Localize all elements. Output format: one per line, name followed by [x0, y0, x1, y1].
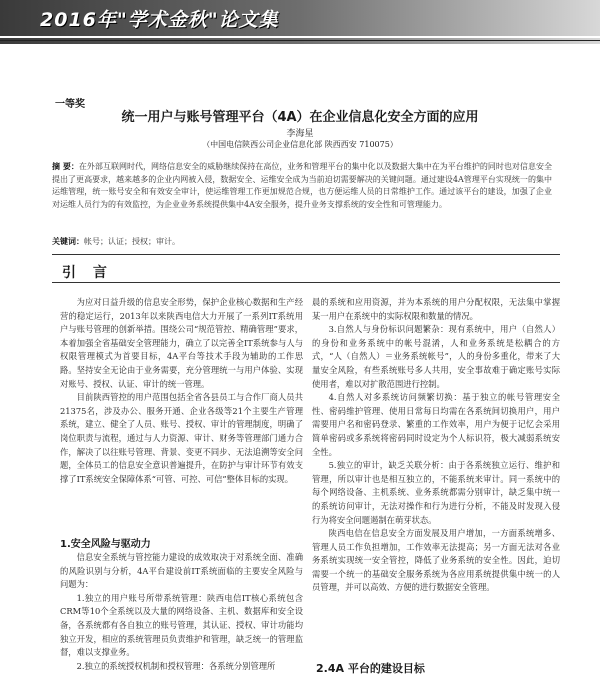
banner-divider: [0, 36, 600, 38]
paragraph: 2.独立的系统授权机制和授权管理：各系统分别管理所: [76, 660, 276, 671]
abstract-label: 摘 要：: [52, 161, 79, 171]
section-divider: [52, 254, 560, 255]
award-label: 一等奖: [55, 99, 85, 110]
keywords-text: 帐号；认证；授权；审计。: [84, 237, 180, 246]
author-name: 李海星: [286, 129, 314, 139]
intro-right-column: [312, 296, 560, 595]
paragraph: 为应对日益升级的信息安全形势，保护企业核心数据和生产经营的稳定运行，2013年以来陕西电信大力开展了一系列IT系统用户与账号管理的创新举措。围绕公司“规范管控、精确管理”要求，本着加强全省基础安全管理能力，确立了以完善全IT系统参与人与权限管理模式为首要目标，4A平台等技术手段为辅助的工作思路。坚持安全无论由于业务需要，充分管理统一与用户体验、实现对账号、授权、认证、审计的统一管理。: [60, 297, 303, 389]
paragraph: 信息安全系统与管控能力建设的成效取决于对系统全面、准确的风险识别与分析，4A平台建设前IT系统面临的主要安全风险与问题为：: [60, 552, 303, 590]
author-affiliation: （中国电信陕西公司企业信息化部 陕西西安 710075）: [202, 140, 398, 149]
paragraph: 晨的系统和应用资源，并为本系统的用户分配权限，无法集中掌握某一用户在系统中的实际权限和数量的情况。: [312, 297, 560, 321]
intro-left-column: [60, 296, 303, 486]
abstract: [52, 160, 552, 211]
paper-title: 统一用户与账号管理平台（4A）在企业信息化安全方面的应用: [121, 110, 479, 125]
paragraph: 1.独立的用户账号所带系统管理：陕西电信IT核心系统包含CRM等10个全系统以及大量的网络设备、主机、数据库和安全设备，各系统都有各自独立的账号管理，其认证、授权、审计功能均独立开发，相应的系统管理员负责维护和管理，缺乏统一的管理监督，难以支撑业务。: [60, 592, 303, 658]
intro-heading: 引 言: [62, 265, 113, 281]
banner-divider-thin: [0, 40, 600, 41]
section-heading-2: 2.4A 平台的建设目标: [316, 662, 425, 675]
paragraph: 目前陕西管控的用户范围包括全省各县员工与合作厂商人员共21375名，涉及办公、服务开通、企业各级等21个主要生产管理系统，建立、健全了人员、账号、授权、审计的管理制度，明确了岗位职责与流程，通过与人力资源、审计、财务等管理部门通力合作，解决了以往账号管理、背景、变更不同步、无法追溯等安全问题，全体员工的信息安全意识普遍提升，在防护与审计环节有效支撑了IT系统安全保障体系“可管、可控、可信”整体目标的实现。: [60, 392, 303, 484]
abstract-text: 在外部互联网时代，网络信息安全的威胁继续保持在高位，业务和管理平台的集中化以及数据大集中在为平台维护的同时也对信息安全提出了更高要求，越来越多的企业内网被入侵，数据安全、运维安全成为当前迫切需要解决的关键问题。通过建设4A管理平台实现统一的集中运维管理，统一账号安全和有效安全审计，使运维管理工作更加规范合规，也方便运维人员的日常维护工作。通过该平台的建设，加强了企业对运维人员行为的有效监控，为企业业务系统提供集中4A安全服务，提升业务支撑系统的安全性和可管理能力。: [52, 162, 552, 209]
keywords-label: 关键词：: [52, 236, 84, 246]
section1-body: [60, 551, 303, 673]
section-divider: [52, 282, 560, 283]
paragraph: 陕西电信在信息安全方面发展及用户增加，一方面系统增多、管理人员工作负担增加，工作效率无法提高；另一方面无法对各业务系统实现统一安全管控，降低了业务系统的安全性。因此，迫切需要一个统一的基础安全服务系统为各应用系统提供集中统一的人员管理，并可以高效、方便的进行数据安全管理。: [312, 528, 560, 593]
paragraph: 4.自然人对多系统访问频繁切换：基于独立的帐号管理安全性、密码维护管理、使用日常每日均需在各系统间切换用户，用户需要用户名和密码登录、繁重的工作效率，用户为便于记忆会采用简单密码或多系统将密码同时设定为个人标识符，极大减弱系统安全性。: [312, 392, 560, 457]
keywords: [52, 236, 180, 247]
section-heading-1: 1.安全风险与驱动力: [60, 539, 151, 550]
paragraph: 3.自然人与身份标识问题繁杂：现有系统中，用户（自然人）的身份和业务系统中的帐号混淆，人和业务系统是松耦合的方式，“人（自然人）＝业务系统帐号”，人的身份多重化，带来了大量安全风险，有些系统账号多人共用，安全事故难于确定账号实际使用者，难以对扩散范围进行控制。: [312, 324, 560, 389]
header-banner: [0, 0, 600, 44]
banner-title: 2016年"学术金秋"论文集: [40, 9, 279, 31]
paragraph: 5.独立的审计，缺乏关联分析：由于各系统独立运行、维护和管理，所以审计也是相互独立的，不能系统来审计。同一系统中的每个网络设备、主机系统、业务系统都需分别审计，缺乏集中统一的系统访问审计，无法对操作和行为进行分析，不能及时发现入侵行为将安全问题遏制在萌芽状态。: [312, 460, 560, 525]
